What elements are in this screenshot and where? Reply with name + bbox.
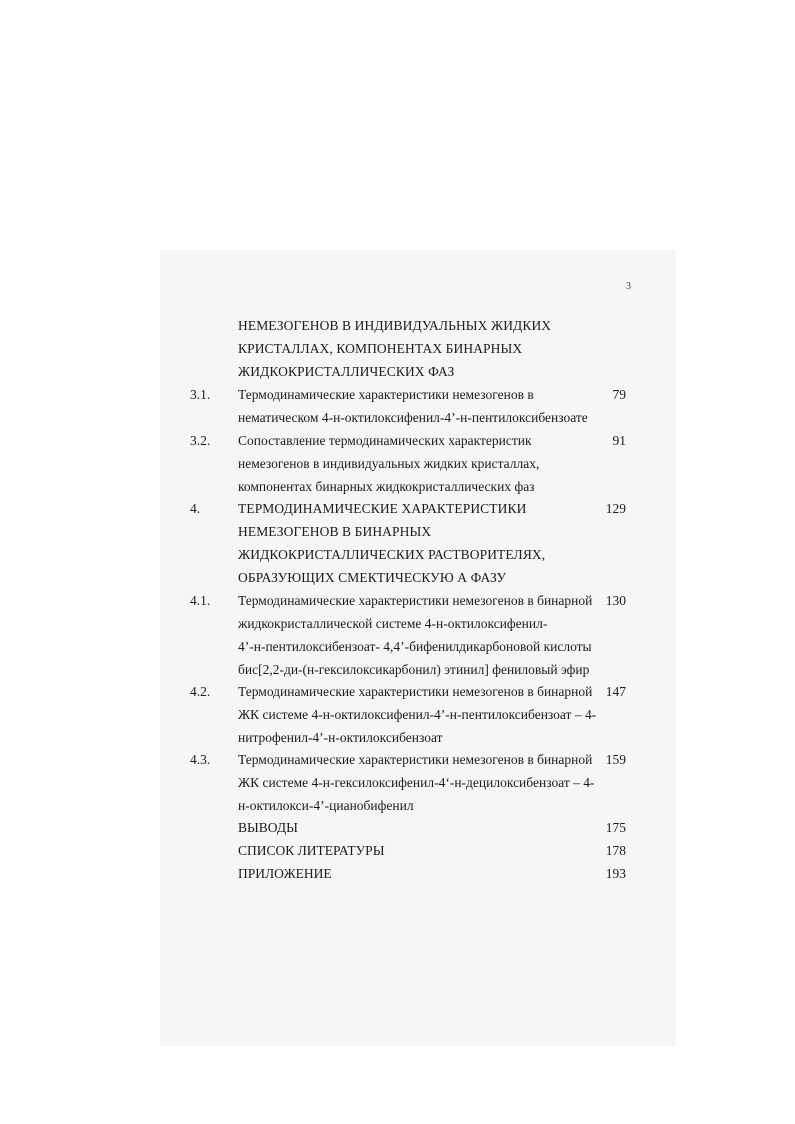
page-number: 3 — [626, 281, 631, 292]
toc-entry-line: ЖИДКОКРИСТАЛЛИЧЕСКИХ РАСТВОРИТЕЛЯХ, — [238, 547, 546, 562]
toc-entry-number: 4. — [190, 501, 201, 516]
toc-entry-number: 3.2. — [190, 433, 211, 448]
toc-entry-number: 3.1. — [190, 387, 211, 402]
toc-entry-line: СПИСОК ЛИТЕРАТУРЫ — [238, 843, 385, 858]
toc-entry-line: ВЫВОДЫ — [238, 820, 298, 835]
toc-entry-line: жидкокристаллической системе 4-н-октилоксифенил- — [238, 616, 548, 631]
toc-entry-page: 79 — [612, 387, 626, 402]
toc-entry-line: Термодинамические характеристики немезогенов в бинарной — [238, 593, 593, 608]
toc-entry-number: 4.1. — [190, 593, 211, 608]
toc-entry-line: 4’-н-пентилоксибензоат- 4,4’-бифенилдикарбоновой кислоты — [238, 639, 592, 654]
toc-entry-line: ЖИДКОКРИСТАЛЛИЧЕСКИХ ФАЗ — [238, 364, 455, 379]
toc-entry-line: Термодинамические характеристики немезогенов в бинарной — [238, 684, 593, 699]
toc-entry-line: нитрофенил-4’-н-октилоксибензоат — [238, 730, 443, 745]
toc-entry-line: ЖК системе 4-н-октилоксифенил-4’-н-пентилоксибензоат – 4- — [238, 707, 597, 722]
toc-entry-line: ЖК системе 4-н-гексилоксифенил-4‘-н-децилоксибензоат – 4- — [238, 775, 595, 790]
toc-entry-line: НЕМЕЗОГЕНОВ В ИНДИВИДУАЛЬНЫХ ЖИДКИХ — [238, 318, 552, 333]
toc-entry-line: Термодинамические характеристики немезогенов в — [238, 387, 534, 402]
toc-entry-page: 193 — [605, 866, 626, 881]
toc-entry-number: 4.2. — [190, 684, 211, 699]
toc-entry-page: 175 — [605, 820, 626, 835]
toc-entry-number: 4.3. — [190, 752, 211, 767]
toc-entry-line: КРИСТАЛЛАХ, КОМПОНЕНТАХ БИНАРНЫХ — [238, 341, 523, 356]
toc-entry-line: компонентах бинарных жидкокристаллических фаз — [238, 479, 535, 494]
toc-entry-line: немезогенов в индивидуальных жидких кристаллах, — [238, 456, 540, 471]
toc-entry-line: Сопоставление термодинамических характеристик — [238, 433, 532, 448]
toc-entry-line: бис[2,2-ди-(н-гексилоксикарбонил) этинил] фениловый эфир — [238, 662, 590, 677]
toc-entry-page: 129 — [605, 501, 626, 516]
toc-entry-page: 130 — [605, 593, 626, 608]
toc-entry-page: 178 — [605, 843, 626, 858]
toc-entry-line: ПРИЛОЖЕНИЕ — [238, 866, 332, 881]
toc-entry-line: нематическом 4-н-октилоксифенил-4’-н-пентилоксибензоате — [238, 410, 588, 425]
toc-entry-page: 91 — [612, 433, 626, 448]
toc-entry-line: ОБРАЗУЮЩИХ СМЕКТИЧЕСКУЮ А ФАЗУ — [238, 570, 507, 585]
toc-entry-line: ТЕРМОДИНАМИЧЕСКИЕ ХАРАКТЕРИСТИКИ — [238, 501, 527, 516]
toc-entry-page: 159 — [605, 752, 626, 767]
toc-entry-line: Термодинамические характеристики немезогенов в бинарной — [238, 752, 593, 767]
toc-entry-line: НЕМЕЗОГЕНОВ В БИНАРНЫХ — [238, 524, 432, 539]
toc-entry-page: 147 — [605, 684, 626, 699]
toc-entry-line: н-октилокси-4’-цианобифенил — [238, 798, 414, 813]
